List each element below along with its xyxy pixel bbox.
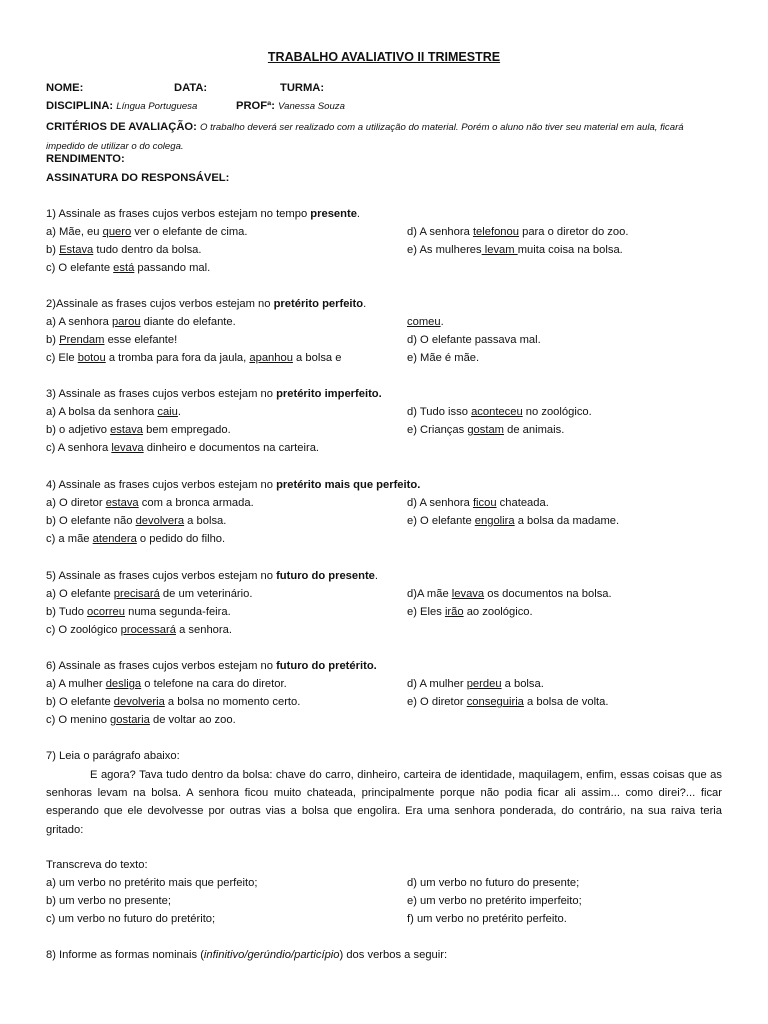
option-6-right-1: [407, 696, 609, 708]
question-prefix: 5) Assinale as frases cujos verbos estejam no: [46, 570, 277, 582]
sentence-text: a) O elefante: [46, 588, 114, 600]
q7-item-e: e) um verbo no pretérito imperfeito;: [407, 895, 582, 907]
q7-item-a: a) um verbo no pretérito mais que perfeito;: [46, 877, 258, 889]
option-3-right-1: [407, 424, 564, 436]
highlighted-verb: desliga: [105, 678, 142, 690]
q7-item-d: d) um verbo no futuro do presente;: [407, 877, 580, 889]
sentence-text: .: [440, 316, 444, 328]
sentence-text: bem empregado.: [143, 424, 231, 436]
sentence-text: c) O elefante: [46, 262, 114, 274]
option-5-right-1: [407, 606, 533, 618]
sentence-text: ao zoológico.: [463, 606, 533, 618]
sentence-text: e) O elefante: [407, 515, 475, 527]
sentence-text: o pedido do filho.: [136, 533, 226, 545]
sentence-text: de voltar ao zoo.: [149, 714, 236, 726]
question-6-heading: [46, 660, 377, 672]
data-label: DATA:: [174, 82, 208, 94]
transcreva-label: Transcreva do texto:: [46, 859, 148, 871]
highlighted-verb: levava: [451, 588, 485, 600]
highlighted-verb: Prendam: [59, 334, 105, 346]
sentence-text: ver o elefante de cima.: [131, 226, 248, 238]
highlighted-verb: levam: [481, 244, 518, 256]
highlighted-verb: comeu: [407, 316, 441, 328]
option-3-right-0: [407, 406, 592, 418]
sentence-text: d) Tudo isso: [407, 406, 472, 418]
criterios-label: CRITÉRIOS DE AVALIAÇÃO:: [46, 121, 197, 133]
sentence-text: a tromba para fora da jaula,: [105, 352, 250, 364]
highlighted-verb: levava: [111, 442, 144, 454]
highlighted-verb: atendera: [92, 533, 137, 545]
option-3-c: [46, 442, 319, 454]
highlighted-verb: botou: [77, 352, 106, 364]
option-1-right-0: [407, 226, 628, 238]
highlighted-verb: quero: [102, 226, 132, 238]
sentence-text: d) A senhora: [407, 497, 473, 509]
q8-suffix: ) dos verbos a seguir:: [339, 949, 448, 961]
option-5-c: [46, 624, 232, 636]
sentence-text: a) O diretor: [46, 497, 106, 509]
sentence-text: d) A mulher: [407, 678, 467, 690]
criterios-text: O trabalho deverá ser realizado com a utilização do material. Porém o aluno não tiver seu material em aula, ficará impedido de utilizar o do colega.: [46, 122, 684, 152]
option-5-right-0: [407, 588, 612, 600]
sentence-text: com a bronca armada.: [138, 497, 254, 509]
sentence-text: a bolsa.: [501, 678, 544, 690]
highlighted-verb: estava: [110, 424, 144, 436]
sentence-text: d) O elefante passava mal.: [407, 334, 541, 346]
sentence-text: diante do elefante.: [140, 316, 236, 328]
sentence-text: c) A senhora: [46, 442, 112, 454]
sentence-text: c) O zoológico: [46, 624, 121, 636]
option-5-a: [46, 588, 252, 600]
sentence-text: tudo dentro da bolsa.: [93, 244, 202, 256]
question-suffix: .: [363, 298, 367, 310]
option-6-b: [46, 696, 300, 708]
sentence-text: de animais.: [504, 424, 565, 436]
sentence-text: a) A senhora: [46, 316, 112, 328]
sentence-text: b) O elefante não: [46, 515, 136, 527]
highlighted-verb: engolira: [474, 515, 515, 527]
q7-paragraph-text: E agora? Tava tudo dentro da bolsa: chave do carro, dinheiro, carteira de identidade, maquilagem, enfim, essas coisas que as senhoras levam na bolsa. A senhora ficou muito chateada, principalmente porque não podia ficar ali assim... como direi?... ficar esperando que ele devolvesse por outras vias a bolsa que engolira. Era uma senhora ponderada, do contrário, na sua raiva teria gritado:: [46, 769, 722, 836]
highlighted-verb: precisará: [113, 588, 160, 600]
sentence-text: passando mal.: [134, 262, 211, 274]
page-title: TRABALHO AVALIATIVO II TRIMESTRE: [267, 50, 501, 64]
option-6-c: [46, 714, 236, 726]
highlighted-verb: ficou: [472, 497, 497, 509]
sentence-text: b): [46, 334, 60, 346]
option-2-a: [46, 316, 236, 328]
disciplina-value: Língua Portuguesa: [116, 101, 198, 112]
option-1-b: [46, 244, 202, 256]
highlighted-verb: caiu: [157, 406, 178, 418]
sentence-text: esse elefante!: [104, 334, 178, 346]
turma-label: TURMA:: [280, 82, 325, 94]
question-tense: futuro do pretérito.: [276, 660, 377, 672]
option-3-a: [46, 406, 181, 418]
sentence-text: os documentos na bolsa.: [484, 588, 612, 600]
sentence-text: a bolsa da madame.: [514, 515, 620, 527]
question-prefix: 4) Assinale as frases cujos verbos estejam no: [46, 479, 277, 491]
highlighted-verb: telefonou: [472, 226, 519, 238]
option-2-c: [46, 352, 341, 364]
option-2-right-1: [407, 334, 541, 346]
sentence-text: e) As mulheres: [407, 244, 482, 256]
highlighted-verb: estava: [105, 497, 139, 509]
disciplina-row: [46, 100, 197, 112]
highlighted-verb: ocorreu: [87, 606, 125, 618]
option-4-a: [46, 497, 254, 509]
option-4-right-1: [407, 515, 619, 527]
option-1-a: [46, 226, 248, 238]
q7-item-c: c) um verbo no futuro do pretérito;: [46, 913, 216, 925]
highlighted-verb: processará: [120, 624, 176, 636]
criterios-block: [46, 118, 722, 156]
highlighted-verb: gostaria: [110, 714, 150, 726]
highlighted-verb: devolvera: [135, 515, 185, 527]
sentence-text: chateada.: [496, 497, 549, 509]
sentence-text: b): [46, 244, 60, 256]
question-suffix: .: [356, 208, 361, 220]
option-4-c: [46, 533, 225, 545]
question-tense: pretérito perfeito: [273, 298, 364, 310]
option-5-b: [46, 606, 231, 618]
rendimento-label: RENDIMENTO:: [46, 153, 125, 165]
question-suffix: .: [374, 570, 379, 582]
disciplina-label: DISCIPLINA:: [46, 100, 114, 112]
sentence-text: d) A senhora: [407, 226, 473, 238]
highlighted-verb: irão: [444, 606, 464, 618]
sentence-text: a bolsa no momento certo.: [164, 696, 301, 708]
sentence-text: e) Crianças: [407, 424, 468, 436]
sentence-text: d)A mãe: [407, 588, 452, 600]
sentence-text: o telefone na cara do diretor.: [141, 678, 287, 690]
option-4-b: [46, 515, 226, 527]
highlighted-verb: está: [113, 262, 135, 274]
sentence-text: a bolsa.: [184, 515, 227, 527]
highlighted-verb: conseguiria: [466, 696, 524, 708]
q7-item-f: f) um verbo no pretérito perfeito.: [407, 913, 567, 925]
q8-prefix: 8) Informe as formas nominais (: [46, 949, 204, 961]
question-tense: pretérito mais que perfeito.: [276, 479, 421, 491]
question-4-heading: [46, 479, 420, 491]
sentence-text: a) Mãe, eu: [46, 226, 103, 238]
option-1-right-1: [407, 244, 623, 256]
sentence-text: e) O diretor: [407, 696, 467, 708]
option-1-c: [46, 262, 210, 274]
prof-label: PROFª:: [236, 100, 275, 112]
question-prefix: 3) Assinale as frases cujos verbos estejam no: [46, 388, 277, 400]
sentence-text: de um veterinário.: [159, 588, 253, 600]
question-1-heading: [46, 208, 360, 220]
sentence-text: a) A mulher: [46, 678, 106, 690]
option-6-right-0: [407, 678, 544, 690]
sentence-text: c) a mãe: [46, 533, 93, 545]
sentence-text: b) O elefante: [46, 696, 114, 708]
question-5-heading: [46, 570, 378, 582]
sentence-text: .: [177, 406, 181, 418]
highlighted-verb: parou: [111, 316, 141, 328]
question-prefix: 6) Assinale as frases cujos verbos estejam no: [46, 660, 277, 672]
sentence-text: no zoológico.: [522, 406, 592, 418]
sentence-text: c) Ele: [46, 352, 78, 364]
prof-value: Vanessa Souza: [278, 101, 345, 112]
highlighted-verb: devolveria: [113, 696, 165, 708]
sentence-text: c) O menino: [46, 714, 111, 726]
q8-heading: [46, 949, 447, 961]
sentence-text: para o diretor do zoo.: [518, 226, 629, 238]
highlighted-verb: aconteceu: [471, 406, 523, 418]
prof-row: [236, 100, 345, 112]
question-2-heading: [46, 298, 366, 310]
question-prefix: 2)Assinale as frases cujos verbos estejam no: [46, 298, 274, 310]
q7-paragraph: [46, 766, 722, 839]
sentence-text: a senhora.: [175, 624, 232, 636]
nome-label: NOME:: [46, 82, 84, 94]
highlighted-verb: perdeu: [466, 678, 502, 690]
sentence-text: muita coisa na bolsa.: [517, 244, 623, 256]
sentence-text: dinheiro e documentos na carteira.: [143, 442, 320, 454]
sentence-text: a bolsa de volta.: [523, 696, 609, 708]
option-2-right-0: [407, 316, 444, 328]
q7-item-b: b) um verbo no presente;: [46, 895, 171, 907]
option-3-b: [46, 424, 231, 436]
question-tense: presente: [310, 208, 357, 220]
sentence-text: e) Eles: [407, 606, 445, 618]
question-tense: pretérito imperfeito.: [276, 388, 382, 400]
assinatura-label: ASSINATURA DO RESPONSÁVEL:: [46, 172, 230, 184]
sentence-text: e) Mãe é mãe.: [407, 352, 480, 364]
question-prefix: 1) Assinale as frases cujos verbos estejam no tempo: [46, 208, 311, 220]
q7-heading: 7) Leia o parágrafo abaixo:: [46, 750, 180, 762]
sentence-text: a) A bolsa da senhora: [46, 406, 158, 418]
sentence-text: a bolsa e: [292, 352, 342, 364]
highlighted-verb: apanhou: [249, 352, 293, 364]
option-2-b: [46, 334, 177, 346]
question-3-heading: [46, 388, 382, 400]
sentence-text: numa segunda-feira.: [124, 606, 231, 618]
option-4-right-0: [407, 497, 549, 509]
sentence-text: b) Tudo: [46, 606, 88, 618]
highlighted-verb: Estava: [59, 244, 94, 256]
option-6-a: [46, 678, 287, 690]
q8-italic: infinitivo/gerúndio/particípio: [203, 949, 340, 961]
option-2-right-2: [407, 352, 479, 364]
question-tense: futuro do presente: [276, 570, 375, 582]
highlighted-verb: gostam: [467, 424, 504, 436]
sentence-text: b) o adjetivo: [46, 424, 111, 436]
